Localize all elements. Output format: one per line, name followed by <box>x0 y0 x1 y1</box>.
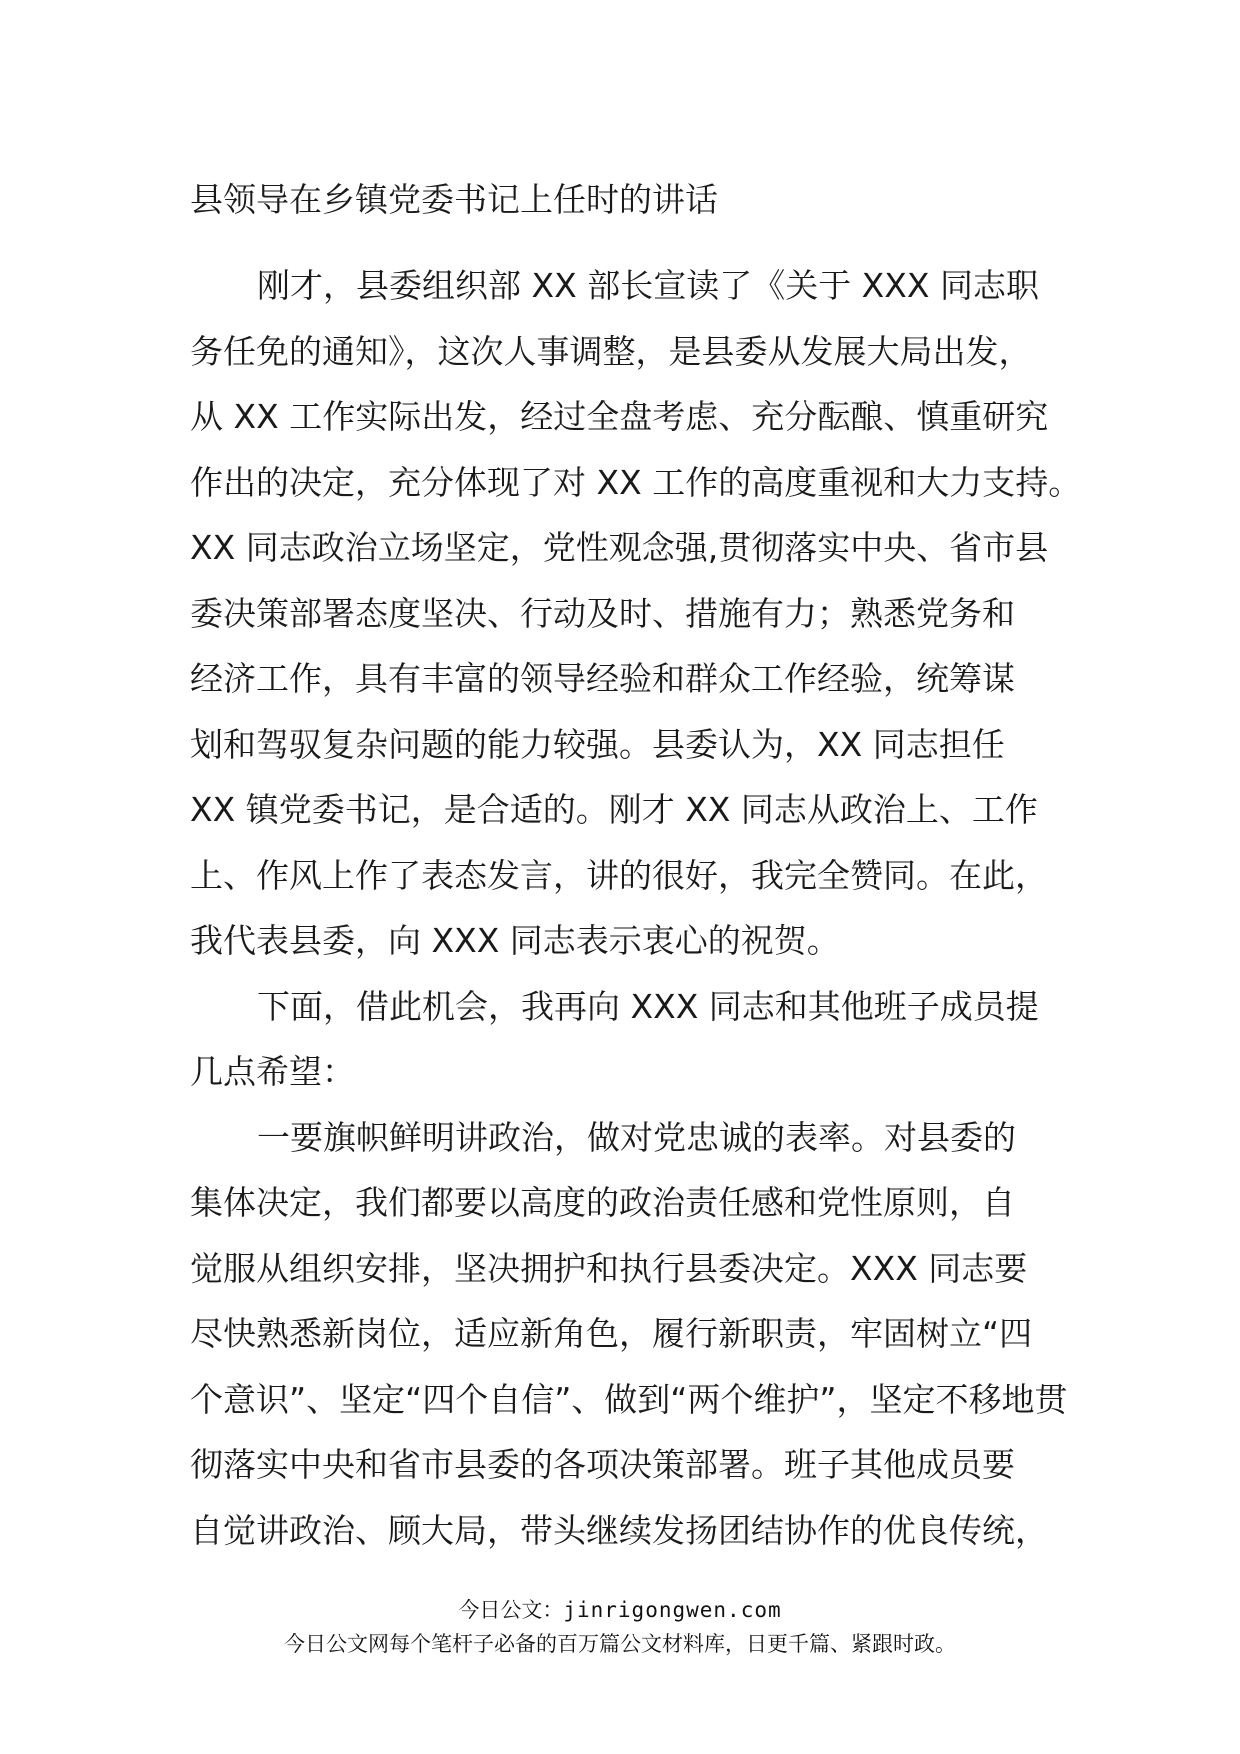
body-line: 几点希望： <box>190 1052 355 1091</box>
document-body <box>0 262 1240 1572</box>
body-line: 务任免的通知》，这次人事调整，是县委从发展大局出发， <box>190 331 1032 371</box>
footer-source-line <box>0 1593 1240 1627</box>
body-line: 集体决定，我们都要以高度的政治责任感和党性原则，自 <box>190 1183 1015 1222</box>
body-line: 从 XX 工作实际出发，经过全盘考虑、充分酝酿、慎重研究 <box>190 397 1049 436</box>
body-line: 下面，借此机会，我再向 XXX 同志和其他班子成员提 <box>257 986 1039 1026</box>
body-line: 个意识”、坚定“四个自信”、做到“两个维护”，坚定不移地贯 <box>190 1379 1068 1419</box>
body-line: 自觉讲政治、顾大局，带头继续发扬团结协作的优良传统， <box>190 1510 1048 1550</box>
body-line: 我代表县委，向 XXX 同志表示衷心的祝贺。 <box>190 921 840 960</box>
body-line: 觉服从组织安排，坚决拥护和执行县委决定。XXX 同志要 <box>190 1248 1028 1288</box>
footer-tagline: 今日公文网每个笔杆子必备的百万篇公文材料库，日更千篇、紧跟时政。 <box>284 1632 956 1656</box>
body-line: 划和驾驭复杂问题的能力较强。县委认为，XX 同志担任 <box>190 724 1005 764</box>
body-line: 一要旗帜鲜明讲政治，做对党忠诚的表率。对县委的 <box>257 1117 1016 1157</box>
footer-site-link[interactable]: jinrigongwen.com <box>563 1598 782 1622</box>
body-line: 上、作风上作了表态发言，讲的很好，我完全赞同。在此， <box>190 855 1048 895</box>
body-line: 尽快熟悉新岗位，适应新角色，履行新职责，牢固树立“四 <box>190 1314 1033 1353</box>
page-footer <box>0 1593 1240 1661</box>
body-line: 经济工作，具有丰富的领导经验和群众工作经验，统筹谋 <box>190 659 1015 698</box>
body-line: 彻落实中央和省市县委的各项决策部署。班子其他成员要 <box>190 1445 1015 1484</box>
footer-source-label: 今日公文： <box>458 1598 564 1622</box>
body-line: 刚才，县委组织部 XX 部长宣读了《关于 XXX 同志职 <box>257 266 1039 305</box>
body-line: XX 镇党委书记，是合适的。刚才 XX 同志从政治上、工作 <box>190 790 1038 829</box>
document-title: 县领导在乡镇党委书记上任时的讲话 <box>190 180 718 219</box>
body-line: XX 同志政治立场坚定，党性观念强,贯彻落实中央、省市县 <box>190 528 1049 567</box>
body-line: 作出的决定，充分体现了对 XX 工作的高度重视和大力支持。 <box>190 462 1082 502</box>
body-line: 委决策部署态度坚决、行动及时、措施有力；熟悉党务和 <box>190 593 1015 633</box>
